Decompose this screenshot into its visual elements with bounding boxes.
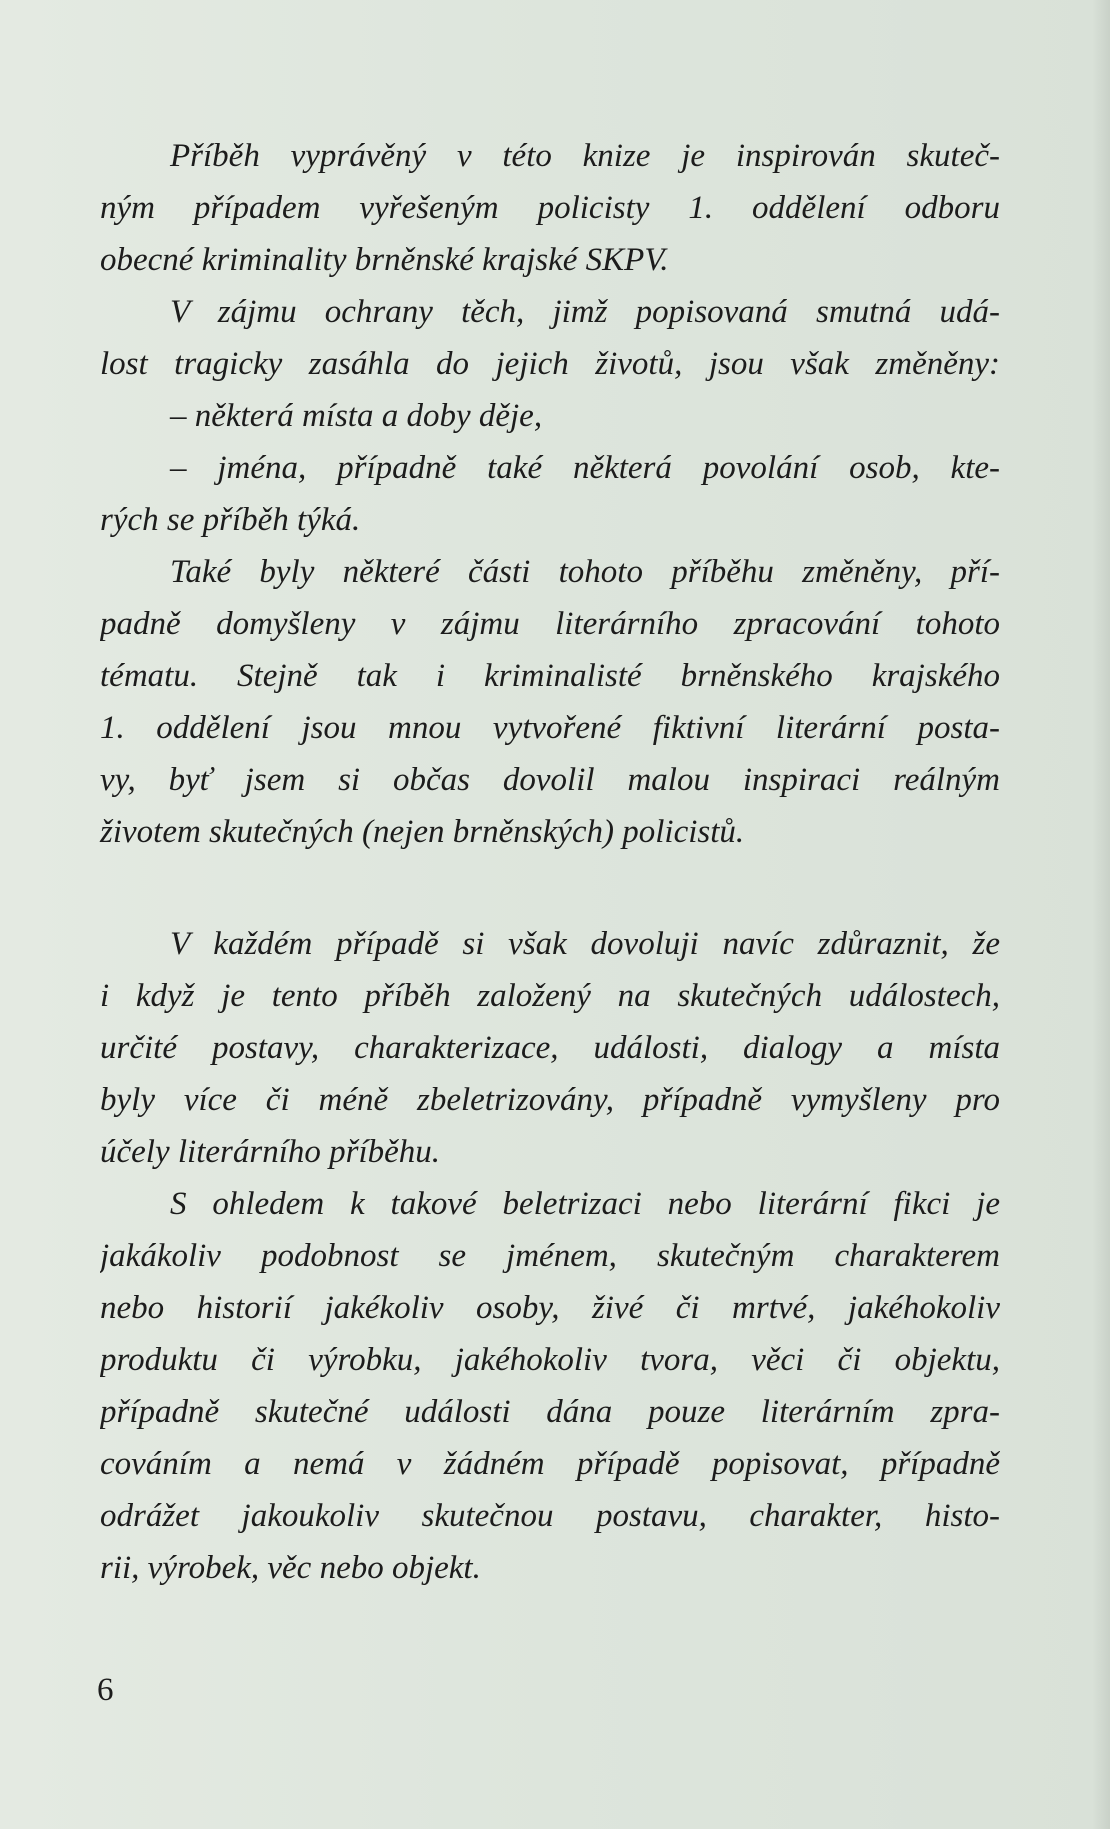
text-line: cováním a nemá v žádném případě popisovat, případně: [100, 1446, 1000, 1482]
text-line: Také byly některé části tohoto příběhu změněny, pří-: [170, 554, 1000, 590]
text-line: rii, výrobek, věc nebo objekt.: [100, 1550, 481, 1586]
text-line: produktu či výrobku, jakéhokoliv tvora, věci či objektu,: [100, 1342, 1000, 1378]
text-line: tématu. Stejně tak i kriminalisté brněnského krajského: [100, 658, 1000, 694]
text-line: Příběh vyprávěný v této knize je inspirován skuteč-: [170, 138, 1000, 174]
text-line: odrážet jakoukoliv skutečnou postavu, charakter, histo-: [100, 1498, 1000, 1534]
paragraph-gap: [100, 858, 1000, 918]
page-number: 6: [97, 1672, 114, 1708]
text-line: ným případem vyřešeným policisty 1. oddělení odboru: [100, 190, 1000, 226]
text-line: V každém případě si však dovoluji navíc zdůraznit, že: [170, 926, 1000, 962]
text-line: účely literárního příběhu.: [100, 1134, 441, 1170]
page-body-text: [100, 130, 1000, 1594]
text-line: S ohledem k takové beletrizaci nebo literární fikci je: [170, 1186, 1000, 1222]
text-line: byly více či méně zbeletrizovány, případně vymyšleny pro: [100, 1082, 1000, 1118]
text-line: obecné kriminality brněnské krajské SKPV.: [100, 242, 669, 278]
text-line: rých se příběh týká.: [100, 502, 361, 538]
text-line: určité postavy, charakterizace, události, dialogy a místa: [100, 1030, 1000, 1066]
text-line: životem skutečných (nejen brněnských) policistů.: [100, 814, 745, 850]
text-line: 1. oddělení jsou mnou vytvořené fiktivní literární posta-: [100, 710, 1000, 746]
text-line: lost tragicky zasáhla do jejich životů, jsou však změněny:: [100, 346, 1000, 382]
text-line: i když je tento příběh založený na skutečných událostech,: [100, 978, 1000, 1014]
text-line: nebo historií jakékoliv osoby, živé či mrtvé, jakéhokoliv: [100, 1290, 1000, 1326]
list-item: – jména, případně také některá povolání osob, kte-: [170, 450, 1000, 486]
page-edge-shadow: [1092, 0, 1110, 1829]
text-line: vy, byť jsem si občas dovolil malou inspiraci reálným: [100, 762, 1000, 798]
list-item: – některá místa a doby děje,: [170, 398, 543, 434]
text-line: V zájmu ochrany těch, jimž popisovaná smutná udá-: [170, 294, 1000, 330]
text-line: případně skutečné události dána pouze literárním zpra-: [100, 1394, 1000, 1430]
text-line: jakákoliv podobnost se jménem, skutečným charakterem: [100, 1238, 1000, 1274]
text-line: padně domyšleny v zájmu literárního zpracování tohoto: [100, 606, 1000, 642]
